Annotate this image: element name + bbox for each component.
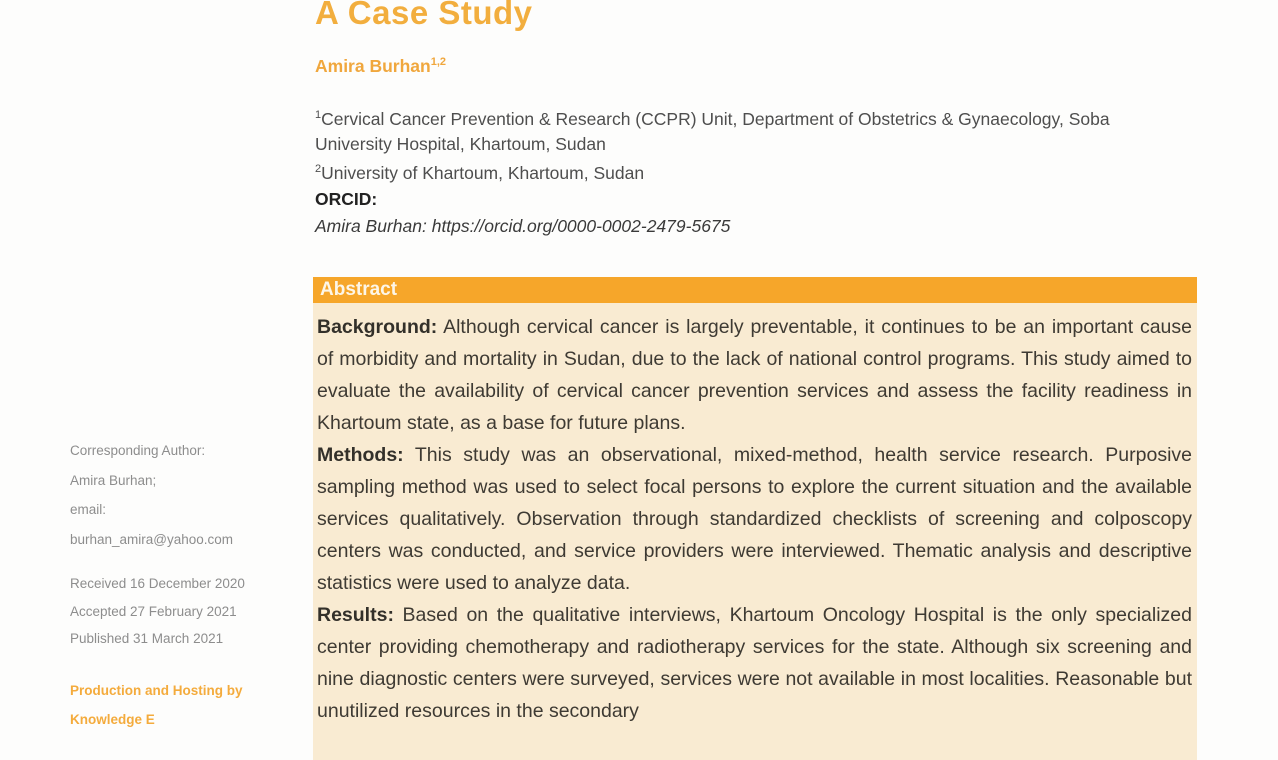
- abstract-section: [313, 277, 1197, 760]
- abstract-background-label: Background:: [317, 316, 438, 338]
- author-affiliation-superscript: 1,2: [430, 56, 447, 69]
- abstract-background-text: Although cervical cancer is largely preventable, it continues to be an important cause of morbidity and mortality in Sudan, due to the lack of national control programs. This study aimed to evaluate the availability of cervical cancer prevention services and assess the facility readiness in Khartoum state, as a base for future plans.: [317, 316, 1193, 434]
- corresponding-author-label: Corresponding Author:: [70, 443, 206, 458]
- abstract-methods-text: This study was an observational, mixed-method, health service research. Purposive sampling method was used to select focal persons to explore the current situation and the available services qualitatively. Observation through standardized checklists of screening and colposcopy centers was conducted, and service providers were interviewed. Thematic analysis and descriptive statistics were used to analyze data.: [317, 444, 1192, 594]
- affiliation-1-superscript: 1: [315, 109, 322, 121]
- abstract-header: Abstract: [313, 277, 1197, 303]
- affiliation-2-text: University of Khartoum, Khartoum, Sudan: [321, 162, 645, 183]
- corresponding-email-link[interactable]: burhan_amira@yahoo.com: [70, 531, 234, 547]
- accepted-date: Accepted 27 February 2021: [70, 603, 237, 619]
- production-hosting-block: [70, 677, 310, 734]
- abstract-methods-label: Methods:: [317, 444, 404, 466]
- author-name-text: Amira Burhan: [315, 56, 431, 76]
- production-hosting-line1: Production and Hosting by: [70, 683, 243, 698]
- page-title: A Case Study: [315, 0, 533, 31]
- production-hosting-line2: Knowledge E: [70, 711, 155, 727]
- abstract-results-label: Results:: [317, 604, 394, 626]
- corresponding-email-label: email:: [70, 502, 107, 517]
- corresponding-author-block: [70, 436, 310, 554]
- corresponding-author-name: Amira Burhan;: [70, 472, 157, 488]
- abstract-methods-paragraph: [317, 439, 1192, 599]
- abstract-body: [313, 303, 1197, 760]
- published-date: Published 31 March 2021: [70, 631, 224, 646]
- abstract-results-text: Based on the qualitative interviews, Khartoum Oncology Hospital is the only specialized center providing chemotherapy and radiotherapy services for the state. Although six screening and nine diagnostic centers were surveyed, services were not available in most localities. Reasonable but unutilized resources in the secondary: [317, 604, 1193, 722]
- orcid-link[interactable]: Amira Burhan: https://orcid.org/0000-0002-2479-5675: [315, 216, 731, 236]
- abstract-background-paragraph: [317, 311, 1192, 439]
- received-date: Received 16 December 2020: [70, 576, 245, 591]
- abstract-results-paragraph: [317, 599, 1192, 727]
- affiliation-1-text: Cervical Cancer Prevention & Research (CCPR) Unit, Department of Obstetrics & Gynaecology, Soba University Hospital, Khartoum, Sudan: [315, 108, 1110, 154]
- affiliation-2: [315, 157, 1115, 186]
- orcid-label: ORCID:: [315, 189, 378, 209]
- affiliation-1: [315, 103, 1115, 157]
- affiliations: [315, 103, 1115, 186]
- article-dates-block: [70, 570, 310, 653]
- affiliation-2-superscript: 2: [315, 162, 322, 175]
- orcid-block: [315, 186, 1015, 240]
- author-name: [315, 56, 446, 77]
